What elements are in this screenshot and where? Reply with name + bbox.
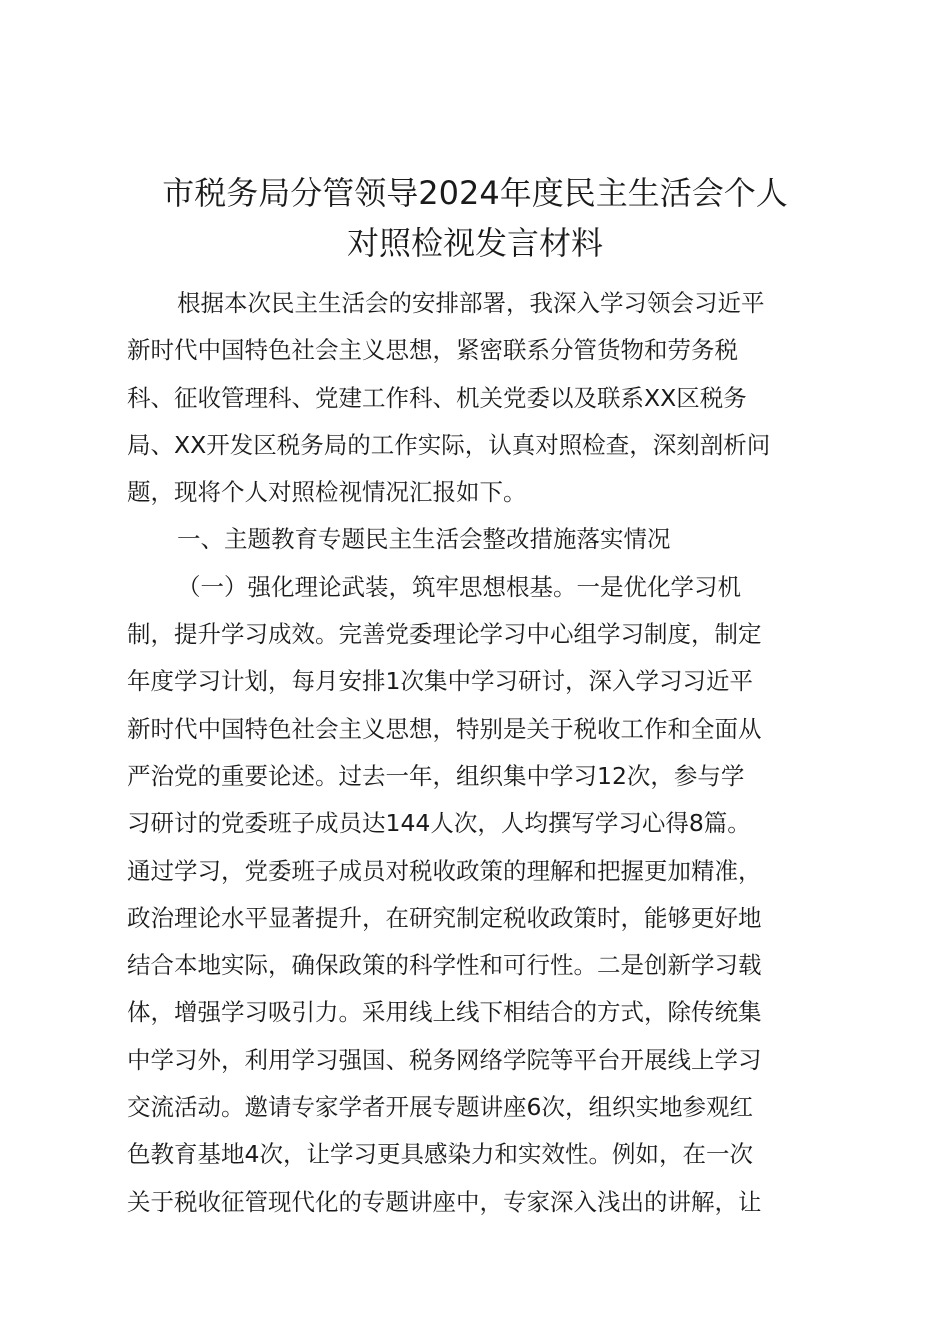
paragraph-body-line: 通过学习，党委班子成员对税收政策的理解和把握更加精准， [127, 856, 762, 885]
paragraph-intro-line: 局、XX开发区税务局的工作实际，认真对照检查，深刻剖析问 [127, 430, 771, 459]
paragraph-intro-line: 题，现将个人对照检视情况汇报如下。 [127, 478, 527, 507]
paragraph-body-line: 中学习外，利用学习强国、税务网络学院等平台开展线上学习 [127, 1045, 762, 1074]
title-line-2: 对照检视发言材料 [346, 224, 603, 262]
title-line-1: 市税务局分管领导2024年度民主生活会个人 [162, 174, 788, 212]
paragraph-body-line: 结合本地实际，确保政策的科学性和可行性。二是创新学习载 [127, 951, 762, 980]
paragraph-body-line: 政治理论水平显著提升，在研究制定税收政策时，能够更好地 [127, 903, 762, 932]
paragraph-body-line: 年度学习计划，每月安排1次集中学习研讨，深入学习习近平 [127, 667, 753, 696]
document-body [127, 280, 827, 1226]
paragraph-body-line: 关于税收征管现代化的专题讲座中，专家深入浅出的讲解，让 [127, 1187, 762, 1216]
paragraph-intro-line: 新时代中国特色社会主义思想，紧密联系分管货物和劳务税 [127, 336, 738, 365]
paragraph-body-line: 体，增强学习吸引力。采用线上线下相结合的方式，除传统集 [127, 998, 762, 1027]
paragraph-body-line: （一）强化理论武装，筑牢思想根基。一是优化学习机 [177, 572, 741, 601]
paragraph-body-line: 交流活动。邀请专家学者开展专题讲座6次，组织实地参观红 [127, 1093, 753, 1122]
paragraph-body-line: 制，提升学习成效。完善党委理论学习中心组学习制度，制定 [127, 620, 762, 649]
paragraph-intro-line: 根据本次民主生活会的安排部署，我深入学习领会习近平 [177, 289, 765, 317]
paragraph-body-line: 色教育基地4次，让学习更具感染力和实效性。例如，在一次 [127, 1140, 753, 1169]
section-heading: 一、主题教育专题民主生活会整改措施落实情况 [177, 525, 671, 554]
paragraph-body-line: 严治党的重要论述。过去一年，组织集中学习12次，参与学 [127, 761, 745, 790]
paragraph-body-line: 新时代中国特色社会主义思想，特别是关于税收工作和全面从 [127, 714, 762, 743]
paragraph-body-line: 习研讨的党委班子成员达144人次，人均撰写学习心得8篇。 [127, 809, 751, 838]
document-title [100, 168, 850, 268]
paragraph-intro-line: 科、征收管理科、党建工作科、机关党委以及联系XX区税务 [127, 383, 747, 412]
